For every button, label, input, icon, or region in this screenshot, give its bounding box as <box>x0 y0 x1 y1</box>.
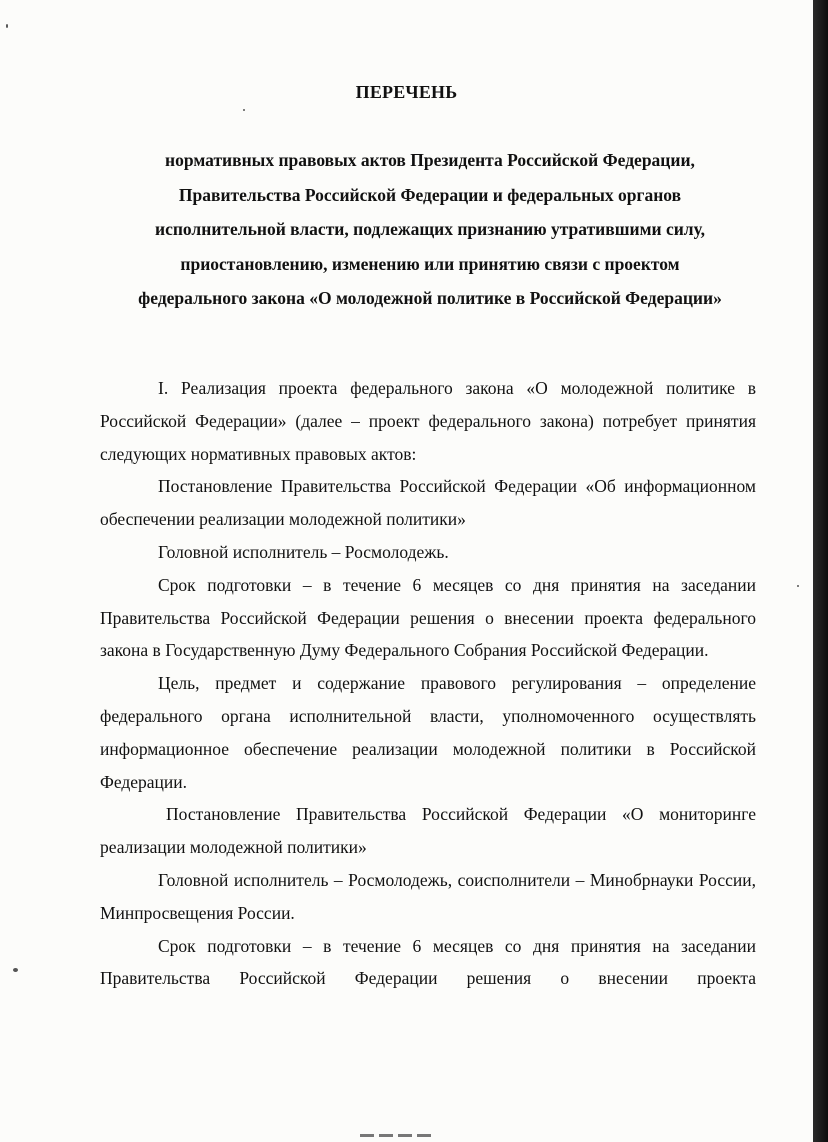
subtitle-line: нормативных правовых актов Президента Российской Федерации, <box>165 150 695 170</box>
body-paragraph: Постановление Правительства Российской Федерации «О мониторинге реализации молодежной политики» <box>100 804 756 858</box>
document-title: ПЕРЕЧЕНЬ <box>355 82 458 102</box>
body-paragraph: I. Реализация проекта федерального закона «О молодежной политике в Российской Федерации» (далее – проект федерального закона) потребует принятия следующих нормативных правовых актов: <box>100 378 756 464</box>
page-edge-shadow <box>813 0 828 1142</box>
document-subtitle <box>100 143 760 316</box>
scan-speck <box>13 968 18 972</box>
scan-speck <box>243 109 245 111</box>
document-body <box>100 372 756 995</box>
body-paragraph: Срок подготовки – в течение 6 месяцев со дня принятия на заседании Правительства Российской Федерации решения о внесении проекта <box>100 935 756 989</box>
subtitle-line: Правительства Российской Федерации и федеральных органов <box>178 184 682 205</box>
scan-speck <box>797 585 799 587</box>
body-paragraph: Цель, предмет и содержание правового регулирования – определение федерального органа исполнительной власти, уполномоченного осуществлять информационное обеспечение реализации молодежной политики в Российской Федерации. <box>100 673 756 792</box>
subtitle-line: федерального закона «О молодежной политике в Российской Федерации» <box>138 288 722 308</box>
cut-off-footer <box>360 1134 450 1142</box>
body-paragraph: Головной исполнитель – Росмолодежь. <box>158 541 449 562</box>
scan-speck <box>6 24 8 28</box>
body-paragraph: Срок подготовки – в течение 6 месяцев со дня принятия на заседании Правительства Российской Федерации решения о внесении проекта федерального закона в Государственную Думу Федерального Собрания Российской Федерации. <box>100 574 756 661</box>
body-paragraph: Головной исполнитель – Росмолодежь, соисполнители – Минобрнауки России, Минпросвещения России. <box>100 869 756 923</box>
subtitle-line: приостановлению, изменению или принятию связи с проектом <box>180 253 680 274</box>
body-paragraph: Постановление Правительства Российской Федерации «Об информационном обеспечении реализации молодежной политики» <box>100 476 756 530</box>
subtitle-line: исполнительной власти, подлежащих признанию утратившими силу, <box>154 219 705 239</box>
